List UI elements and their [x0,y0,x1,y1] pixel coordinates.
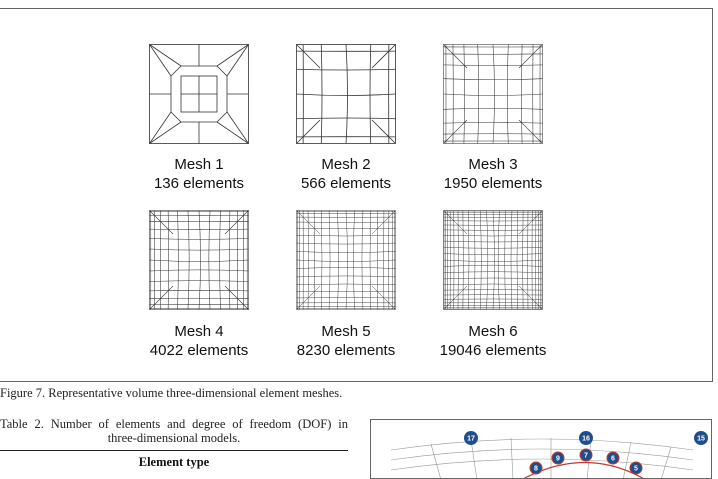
table-top-rule [0,450,348,451]
mesh-1-title: Mesh 1 [119,156,279,174]
mesh-5-image [296,210,396,310]
mesh-3-element-count: 1950 elements [413,175,573,193]
svg-text:7: 7 [584,453,588,460]
table-header-element-type: Element type [0,455,348,470]
svg-text:9: 9 [556,456,560,463]
figure-7-caption: Figure 7. Representative volume three-dimensional element meshes. [0,386,342,401]
figure-8-mesh-graphic [371,420,712,479]
svg-text:17: 17 [467,436,475,443]
node-marker-5 [630,462,642,474]
mesh-3-title: Mesh 3 [413,156,573,174]
mesh-5-element-count: 8230 elements [266,342,426,360]
table-2-caption-line-1: Table 2. Number of elements and degree of freedom (DOF) in [0,417,348,431]
figure-7-panel [0,8,713,382]
table-2-caption-line-2: three-dimensional models. [108,431,241,445]
svg-text:5: 5 [634,466,638,473]
mesh-1-element-count: 136 elements [119,175,279,193]
mesh-6-title: Mesh 6 [413,323,573,341]
mesh-4-element-count: 4022 elements [119,342,279,360]
node-marker-15 [694,431,708,445]
table-2-caption [0,417,348,445]
mesh-3-image [443,44,543,144]
mesh-1-image [149,44,249,144]
node-marker-6 [607,452,619,464]
node-marker-7 [580,449,592,461]
svg-text:8: 8 [534,466,538,473]
node-marker-9 [552,452,564,464]
svg-text:16: 16 [582,436,590,443]
mesh-4-title: Mesh 4 [119,323,279,341]
figure-8-panel [370,419,712,479]
mesh-2-element-count: 566 elements [266,175,426,193]
svg-text:6: 6 [611,456,615,463]
mesh-6-element-count: 19046 elements [413,342,573,360]
node-marker-17 [464,431,478,445]
node-marker-8 [530,462,542,474]
node-marker-16 [579,431,593,445]
mesh-5-title: Mesh 5 [266,323,426,341]
mesh-6-image [443,210,543,310]
svg-text:15: 15 [697,436,705,443]
mesh-4-image [149,210,249,310]
mesh-2-image [296,44,396,144]
mesh-2-title: Mesh 2 [266,156,426,174]
